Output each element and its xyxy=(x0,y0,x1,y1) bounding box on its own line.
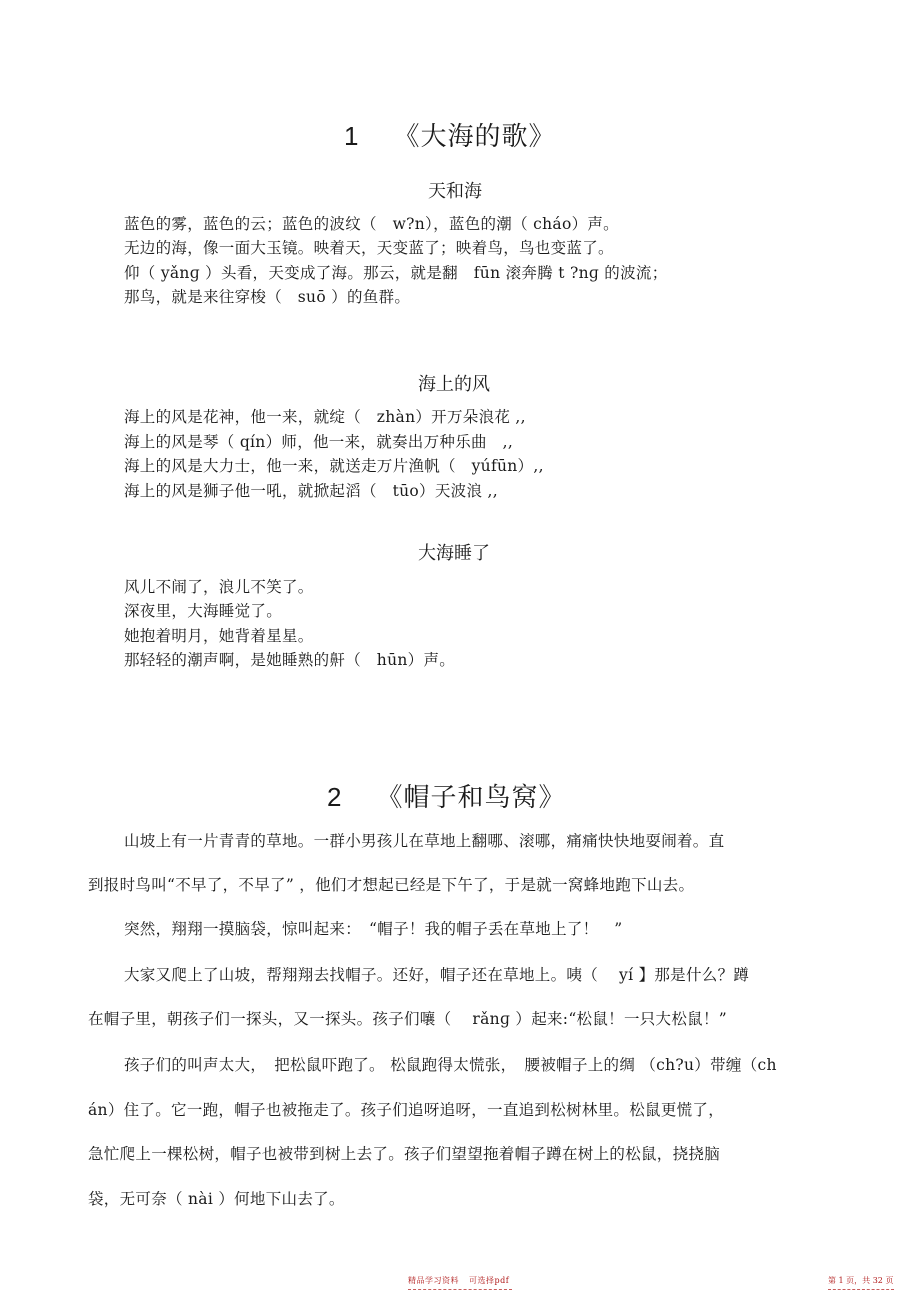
footer-label-2: 可选择pdf xyxy=(469,1276,510,1285)
chapter-1-name: 《大海的歌》 xyxy=(393,122,556,152)
poem-line: 海上的风是花神，他一来，就绽（ zhàn）开万朵浪花 ,, xyxy=(124,408,526,426)
footer-left-divider xyxy=(408,1289,512,1290)
chapter-2-number: 2 xyxy=(327,782,343,812)
chapter-2-title xyxy=(327,777,565,814)
story-line: 大家又爬上了山坡，帮翔翔去找帽子。还好，帽子还在草地上。咦（ yí 】那是什么？蹲 xyxy=(124,966,750,984)
poem-line: 海上的风是琴（ qín）师，他一来，就奏出万种乐曲 ,, xyxy=(124,433,514,451)
poem-title-da-hai-shui-le: 大海睡了 xyxy=(418,543,490,564)
poem-title-hai-shang-de-feng: 海上的风 xyxy=(418,374,490,395)
poem-line: 深夜里，大海睡觉了。 xyxy=(124,602,283,620)
chapter-1-number: 1 xyxy=(344,121,360,151)
poem-title-tian-he-hai: 天和海 xyxy=(428,181,482,202)
poem-line: 风儿不闹了，浪儿不笑了。 xyxy=(124,578,314,596)
poem-line: 蓝色的雾，蓝色的云；蓝色的波纹（ w?n），蓝色的潮（ cháo）声。 xyxy=(124,215,619,233)
footer-watermark xyxy=(408,1275,519,1286)
story-line: 突然，翔翔一摸脑袋，惊叫起来： “帽子！我的帽子丢在草地上了！ ” xyxy=(124,920,623,938)
story-line: 急忙爬上一棵松树，帽子也被带到树上去了。孩子们望望拖着帽子蹲在树上的松鼠，挠挠脑 xyxy=(88,1145,721,1163)
page-counter: 第 1 页，共 32 页 xyxy=(828,1276,894,1285)
footer-label-1: 精品学习资料 xyxy=(408,1276,459,1285)
story-line: 到报时鸟叫“不早了，不早了” ，他们才想起已经是下午了，于是就一窝蜂地跑下山去。 xyxy=(88,876,695,894)
poem-line: 海上的风是狮子他一吼，就掀起滔（ tūo）天波浪 ,, xyxy=(124,482,498,500)
story-line: 孩子们的叫声太大， 把松鼠吓跑了。 松鼠跑得太慌张， 腰被帽子上的绸 （ch?u）带缠（ch xyxy=(124,1056,777,1074)
poem-line: 仰（ yǎnɡ ）头看，天变成了海。那云，就是翻 fūn 滚奔腾 t ?nɡ 的波流； xyxy=(124,264,668,282)
chapter-2-name: 《帽子和鸟窝》 xyxy=(376,783,566,813)
story-line: 袋，无可奈（ nài ）何地下山去了。 xyxy=(88,1190,345,1208)
poem-line: 她抱着明月，她背着星星。 xyxy=(124,627,314,645)
poem-line: 那鸟，就是来往穿梭（ suō ）的鱼群。 xyxy=(124,288,411,306)
chapter-1-title xyxy=(344,116,555,153)
poem-line: 那轻轻的潮声啊，是她睡熟的鼾（ hūn）声。 xyxy=(124,651,456,669)
poem-line: 海上的风是大力士，他一来，就送走万片渔帆（ yúfūn）,, xyxy=(124,457,544,475)
footer-right-divider xyxy=(828,1289,894,1290)
story-line: án）住了。它一跑，帽子也被拖走了。孩子们追呀追呀，一直追到松树林里。松鼠更慌了， xyxy=(88,1101,725,1119)
poem-line: 无边的海，像一面大玉镜。映着天，天变蓝了；映着鸟，鸟也变蓝了。 xyxy=(124,239,614,257)
story-line: 山坡上有一片青青的草地。一群小男孩儿在草地上翻哪、滚哪，痛痛快快地耍闹着。直 xyxy=(124,832,725,850)
story-line: 在帽子里，朝孩子们一探头，又一探头。孩子们嚷（ rǎnɡ ）起来:“松鼠！一只大松鼠！” xyxy=(88,1010,727,1028)
